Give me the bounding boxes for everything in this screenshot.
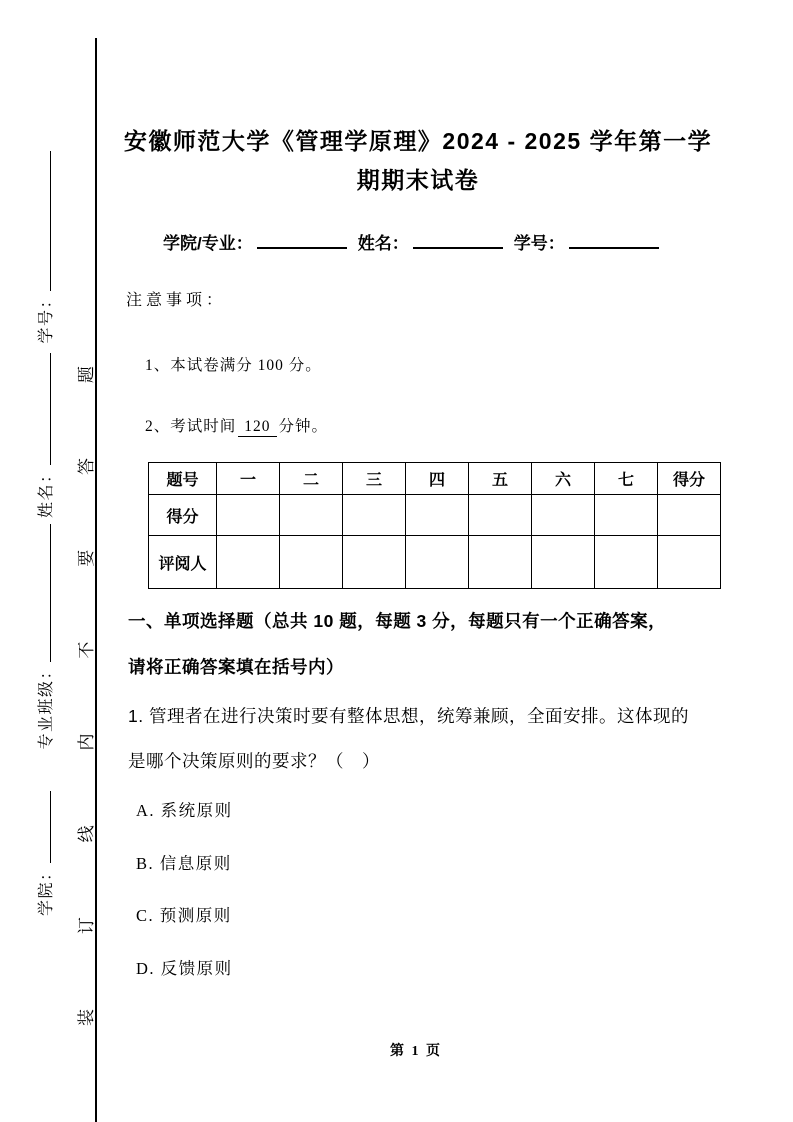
- question-1: [128, 694, 748, 784]
- option-a: A. 系统原则: [136, 801, 233, 820]
- college-major-blank: [257, 230, 347, 249]
- name-label: 姓名：: [357, 234, 409, 253]
- score-table-header-row: [149, 463, 721, 495]
- margin-name-label: 姓名：: [38, 465, 55, 518]
- note-full-score: 1、本试卷满分 100 分。: [145, 357, 322, 374]
- margin-college-blank: [34, 791, 51, 863]
- binding-char: 要: [77, 549, 96, 567]
- binding-char: 订: [77, 917, 96, 935]
- margin-major-blank: [34, 524, 51, 662]
- margin-student-id-blank: [34, 151, 51, 291]
- note-duration-suffix: 分钟。: [278, 418, 329, 435]
- header-cell-7: 七: [595, 463, 658, 495]
- page-footer: 第 1 页: [390, 1044, 442, 1059]
- header-cell-4: 四: [406, 463, 469, 495]
- exam-title: [98, 122, 738, 200]
- notice-heading: 注意事项：: [126, 292, 227, 309]
- exam-title-line-2: 期期末试卷: [356, 167, 480, 193]
- score-cell: [343, 495, 406, 536]
- question-1-line-2: 是哪个决策原则的要求？（ ）: [128, 751, 380, 771]
- question-1-line-1: 1. 管理者在进行决策时要有整体思想，统筹兼顾，全面安排。这体现的: [128, 706, 689, 726]
- reviewer-row-label: 评阅人: [149, 536, 217, 589]
- note-exam-duration: [145, 414, 328, 437]
- reviewer-cell: [595, 536, 658, 589]
- margin-name-blank: [34, 353, 51, 465]
- note-duration-prefix: 2、考试时间: [145, 418, 237, 435]
- binding-text: [72, 366, 96, 1026]
- score-cell: [595, 495, 658, 536]
- binding-char: 内: [77, 733, 96, 751]
- margin-student-info: [33, 128, 60, 928]
- header-cell-6: 六: [532, 463, 595, 495]
- name-blank: [413, 230, 503, 249]
- binding-char: 装: [77, 1009, 96, 1026]
- college-major-label: 学院/专业：: [163, 234, 253, 253]
- score-cell: [469, 495, 532, 536]
- score-row: [149, 495, 721, 536]
- binding-char: 不: [77, 641, 96, 659]
- score-cell: [532, 495, 595, 536]
- margin-student-id-label: 学号：: [38, 290, 55, 344]
- binding-char: 线: [77, 825, 96, 843]
- reviewer-cell: [658, 536, 721, 589]
- reviewer-cell: [217, 536, 280, 589]
- section-1-heading-line-1: 一、单项选择题（总共 10 题，每题 3 分，每题只有一个正确答案，: [128, 611, 667, 631]
- reviewer-cell: [532, 536, 595, 589]
- margin-college-label: 学院：: [38, 863, 55, 916]
- binding-char: 题: [77, 366, 96, 384]
- exam-title-line-1: 安徽师范大学《管理学原理》2024 - 2025 学年第一学: [123, 128, 713, 154]
- option-b: B. 信息原则: [136, 853, 232, 873]
- score-cell: [658, 495, 721, 536]
- header-cell-question-number: 题号: [149, 463, 217, 495]
- option-c: C. 预测原则: [136, 906, 232, 925]
- score-table: [148, 462, 721, 589]
- section-1-heading-line-2: 请将正确答案填在括号内）: [128, 657, 344, 677]
- reviewer-cell: [406, 536, 469, 589]
- reviewer-cell: [469, 536, 532, 589]
- header-cell-5: 五: [469, 463, 532, 495]
- exam-duration-value: 120: [238, 418, 276, 437]
- header-cell-3: 三: [343, 463, 406, 495]
- reviewer-row: [149, 536, 721, 589]
- student-id-blank: [569, 230, 659, 249]
- student-info-row: [163, 229, 659, 254]
- score-cell: [406, 495, 469, 536]
- score-cell: [217, 495, 280, 536]
- margin-major-label: 专业班级：: [38, 661, 55, 750]
- option-d: D. 反馈原则: [136, 958, 233, 978]
- score-row-label: 得分: [149, 495, 217, 536]
- header-cell-score: 得分: [658, 463, 721, 495]
- section-1-heading: [128, 598, 738, 690]
- header-cell-2: 二: [280, 463, 343, 495]
- header-cell-1: 一: [217, 463, 280, 495]
- reviewer-cell: [343, 536, 406, 589]
- question-1-options: [136, 785, 233, 995]
- student-id-label: 学号：: [513, 234, 565, 253]
- reviewer-cell: [280, 536, 343, 589]
- score-cell: [280, 495, 343, 536]
- binding-char: 答: [77, 457, 96, 475]
